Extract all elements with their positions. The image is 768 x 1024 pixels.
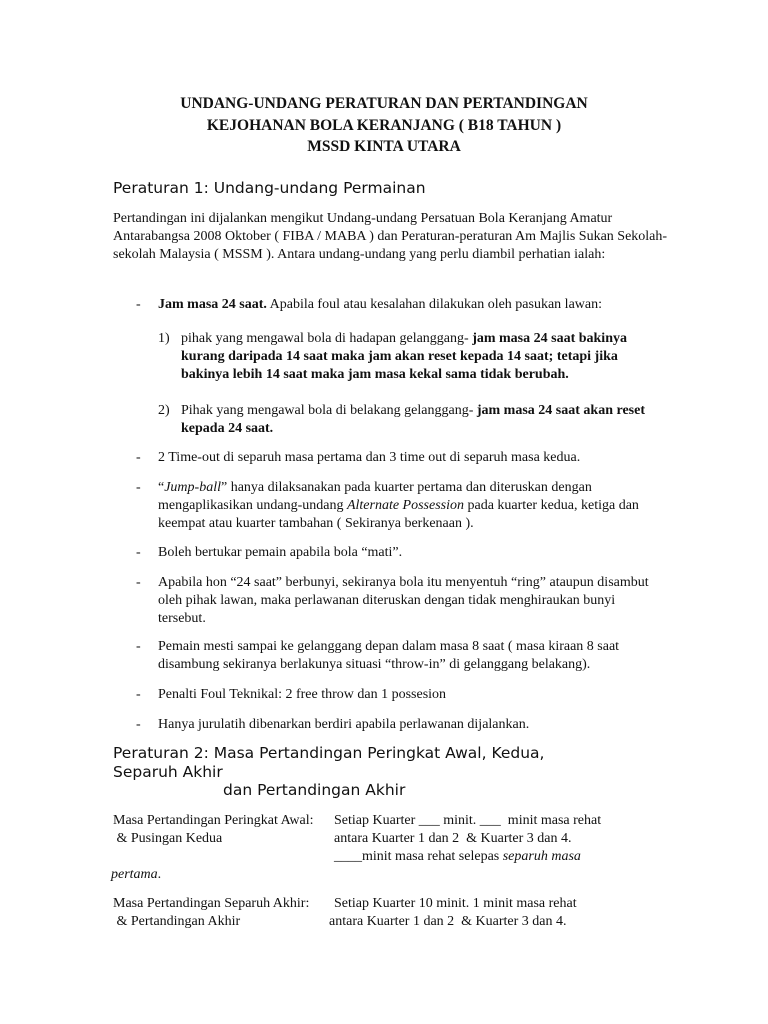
bullet-hon-24-saat: Apabila hon “24 saat” berbunyi, sekiranya bola itu menyentuh “ring” ataupun disambut oleh pihak lawan, maka perlawanan diteruskan dengan tidak menghiraukan bunyi tersebut.	[158, 575, 649, 626]
awal-period: .	[157, 867, 162, 882]
bullet-jam-masa	[158, 296, 658, 314]
akhir-text-2: antara Kuarter 1 dan 2 & Kuarter 3 dan 4.	[329, 914, 567, 929]
awal-pertama: pertama	[111, 867, 158, 882]
bullet-jurulatih: Hanya jurulatih dibenarkan berdiri apabila perlawanan dijalankan.	[158, 717, 530, 732]
bullet-jam-masa-text: Apabila foul atau kesalahan dilakukan oleh pasukan lawan:	[266, 297, 603, 312]
document-title-line-3: MSSD KINTA UTARA	[307, 138, 461, 155]
document-title-line-1: UNDANG-UNDANG PERATURAN DAN PERTANDINGAN	[180, 95, 588, 112]
document-title-line-2: KEJOHANAN BOLA KERANJANG ( B18 TAHUN )	[206, 117, 562, 134]
jump-ball-italic: Jump-ball	[164, 480, 221, 495]
bullet-marker: -	[136, 297, 141, 312]
item-2-text	[181, 402, 661, 438]
bullet-marker: -	[136, 480, 141, 495]
alternate-possession-italic: Alternate Possession	[346, 498, 464, 513]
awal-rehat-text: ____minit masa rehat selepas	[334, 849, 503, 864]
item-1-number: 1)	[158, 331, 170, 346]
item-2-number: 2)	[158, 403, 170, 418]
peraturan-2-heading-line-1: Peraturan 2: Masa Pertandingan Peringkat Awal, Kedua,	[113, 744, 545, 762]
jump-ball-text-2: pada kuarter kedua, ketiga dan keempat atau kuarter tambahan ( Sekiranya berkenaan ).	[158, 498, 639, 531]
bullet-jam-masa-bold: Jam masa 24 saat.	[158, 297, 267, 312]
bullet-marker: -	[136, 687, 141, 702]
bullet-foul-teknikal: Penalti Foul Teknikal: 2 free throw dan 1 possesion	[158, 687, 447, 702]
bullet-marker: -	[136, 575, 141, 590]
peraturan-2-heading-line-3: dan Pertandingan Akhir	[223, 781, 406, 799]
item-1-plain: pihak yang mengawal bola di hadapan gelanggang-	[181, 331, 473, 346]
peraturan-1-intro: Pertandingan ini dijalankan mengikut Undang-undang Persatuan Bola Keranjang Amatur Antarabangsa 2008 Oktober ( FIBA / MABA ) dan Peraturan-peraturan Am Majlis Sukan Sekolah-sekolah Malaysia ( MSSM ). Antara undang-undang yang perlu diambil perhatian ialah:	[113, 211, 668, 262]
jump-ball-text-1: ” hanya dilaksanakan pada kuarter pertama dan diteruskan dengan mengaplikasikan undang-undang	[158, 480, 592, 513]
awal-separuh-masa: separuh masa	[502, 849, 581, 864]
bullet-marker: -	[136, 545, 141, 560]
bullet-tukar-pemain: Boleh bertukar pemain apabila bola “mati”.	[158, 545, 403, 560]
item-2-bold: jam masa 24 saat akan reset kepada 24 saat.	[181, 403, 645, 436]
peraturan-2-heading-line-2: Separuh Akhir	[113, 763, 223, 781]
bullet-jump-ball	[158, 479, 658, 533]
akhir-label-1: Masa Pertandingan Separuh Akhir:	[113, 896, 313, 911]
peraturan-1-heading: Peraturan 1: Undang-undang Permainan	[113, 179, 426, 197]
item-1-text	[181, 330, 661, 384]
akhir-text-1: Setiap Kuarter 10 minit. 1 minit masa rehat	[334, 896, 577, 911]
bullet-time-out: 2 Time-out di separuh masa pertama dan 3 time out di separuh masa kedua.	[158, 450, 581, 465]
bullet-8-saat: Pemain mesti sampai ke gelanggang depan dalam masa 8 saat ( masa kiraan 8 saat disambung sekiranya berlakunya situasi “throw-in” di gelanggang belakang).	[158, 639, 620, 672]
awal-text-4	[111, 866, 161, 884]
item-1-bold: jam masa 24 saat bakinya kurang daripada 14 saat maka jam akan reset kepada 14 saat; tetapi jika bakinya lebih 14 saat maka jam masa kekal sama tidak berubah.	[181, 331, 627, 382]
awal-text-3	[334, 848, 581, 866]
awal-label-2: & Pusingan Kedua	[113, 831, 223, 846]
item-2-plain: Pihak yang mengawal bola di belakang gelanggang-	[181, 403, 477, 418]
akhir-label-2: & Pertandingan Akhir	[113, 914, 241, 929]
jump-ball-quote: “	[158, 480, 165, 495]
awal-text-1: Setiap Kuarter ___ minit. ___ minit masa rehat	[334, 813, 602, 828]
awal-label-1: Masa Pertandingan Peringkat Awal:	[113, 813, 318, 828]
bullet-marker: -	[136, 717, 141, 732]
bullet-marker: -	[136, 450, 141, 465]
awal-text-2: antara Kuarter 1 dan 2 & Kuarter 3 dan 4.	[334, 831, 572, 846]
bullet-marker: -	[136, 639, 141, 654]
